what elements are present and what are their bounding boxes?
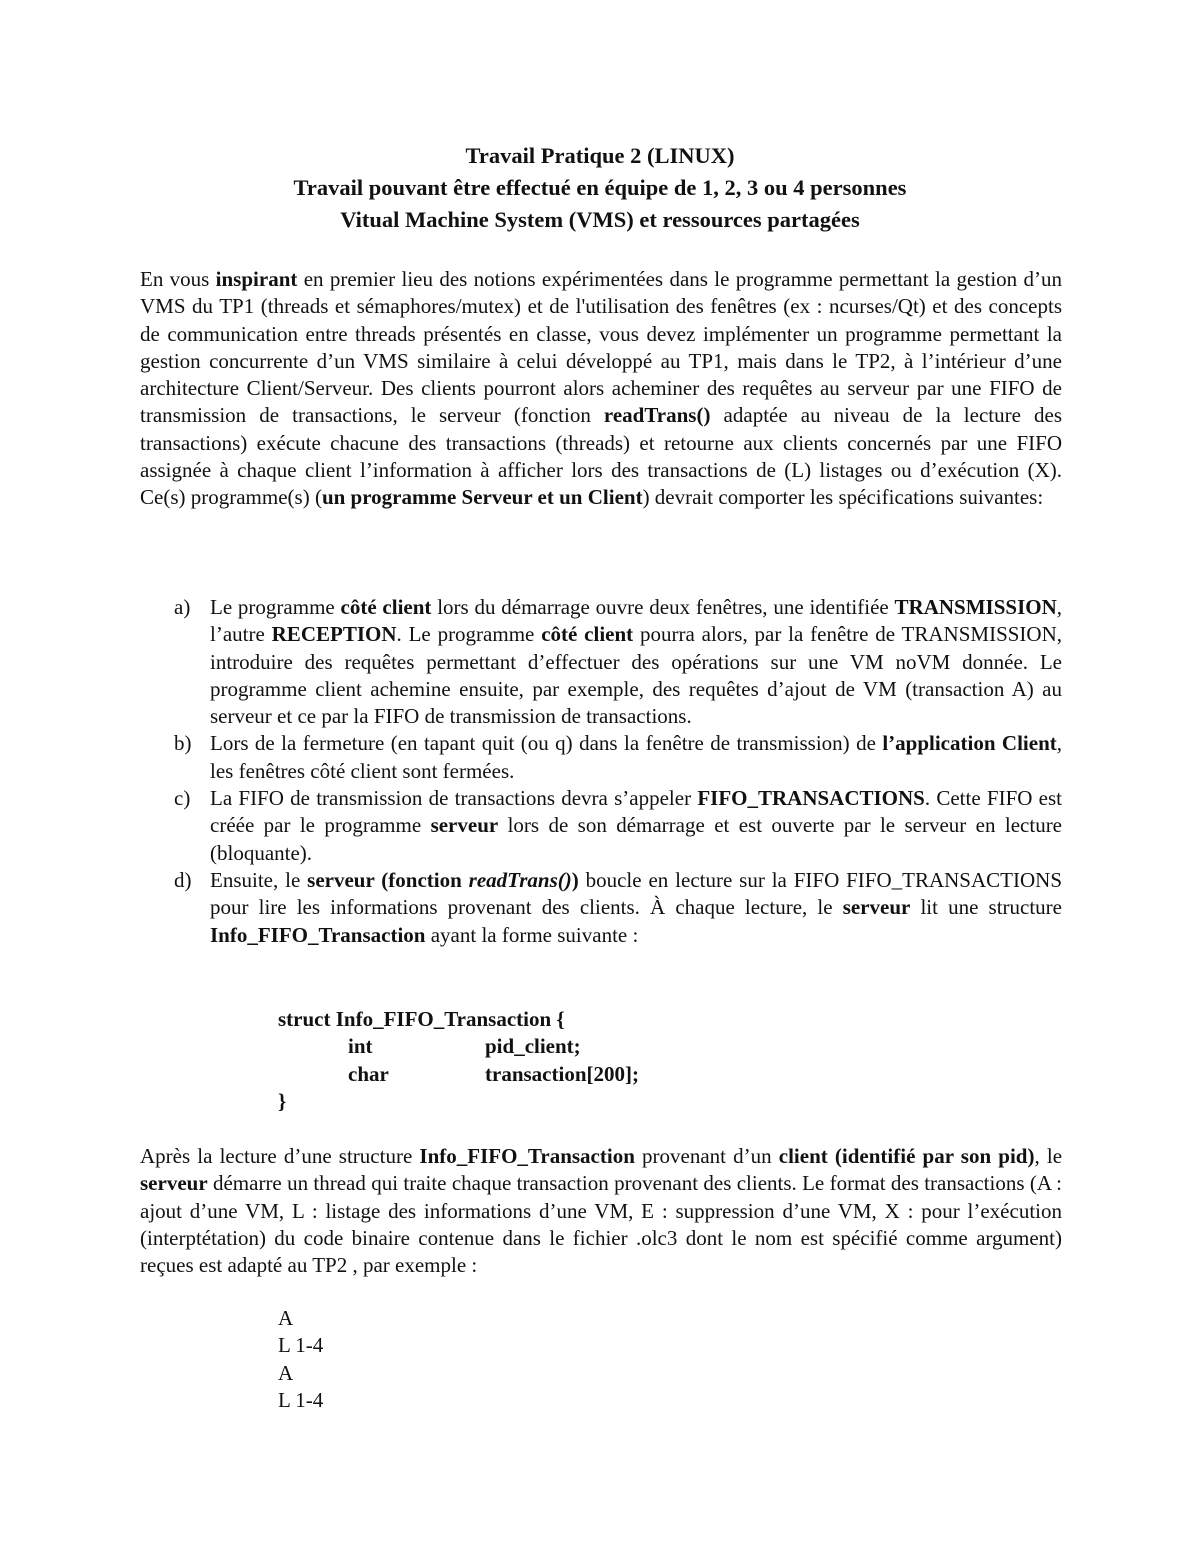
list-item	[140, 785, 1062, 867]
code-field: pid_client;	[485, 1034, 581, 1059]
intro-text: En vous	[140, 267, 216, 291]
document-subtitle-team: Travail pouvant être effectué en équipe de 1, 2, 3 ou 4 personnes	[293, 175, 907, 200]
list-marker: a)	[174, 595, 191, 619]
intro-text: ) devrait comporter les spécifications suivantes:	[642, 485, 1044, 510]
intro-bold-programs: un programme Serveur et un Client	[321, 485, 643, 510]
code-type: int	[348, 1034, 373, 1059]
list-item	[140, 594, 1062, 730]
example-transaction: A	[278, 1306, 294, 1330]
code-line: }	[278, 1088, 287, 1113]
example-transaction: L 1-4	[278, 1387, 324, 1412]
code-line: struct Info_FIFO_Transaction {	[278, 1007, 565, 1031]
list-item-text: Lors de la fermeture (en tapant quit (ou q) dans la fenêtre de transmission) de l’application Client, les fenêtres côté client sont fermées.	[210, 731, 1062, 783]
list-marker: b)	[174, 731, 192, 756]
intro-paragraph	[140, 266, 1062, 512]
code-type: char	[348, 1061, 389, 1086]
list-item-text: Le programme côté client lors du démarrage ouvre deux fenêtres, une identifiée TRANSMISSION, l’autre RECEPTION. Le programme côté client pourra alors, par la fenêtre de TRANSMISSION, introduire des requêtes permettant d’effectuer des opérations sur une VM noVM donnée. Le programme client achemine ensuite, par exemple, des requêtes d’ajout de VM (transaction A) au serveur et ce par la FIFO de transmission de transactions.	[210, 595, 1063, 729]
code-field: transaction[200];	[485, 1061, 639, 1086]
struct-code-block	[278, 1006, 639, 1115]
document-title: Travail Pratique 2 (LINUX)	[465, 143, 735, 168]
list-marker: d)	[174, 867, 192, 892]
example-transaction: L 1-4	[278, 1333, 324, 1358]
code-line	[278, 1033, 639, 1060]
example-transaction: A	[278, 1360, 294, 1385]
title-block	[0, 140, 1200, 236]
list-item-text: Ensuite, le serveur (fonction readTrans()) boucle en lecture sur la FIFO FIFO_TRANSACTIONS pour lire les informations provenant des clients. À chaque lecture, le serveur lit une structure Info_FIFO_Transaction ayant la forme suivante :	[210, 867, 1062, 947]
list-item	[140, 730, 1062, 785]
intro-bold-inspirant: inspirant	[215, 267, 298, 291]
list-item	[140, 867, 1062, 949]
after-struct-paragraph: Après la lecture d’une structure Info_FIFO_Transaction provenant d’un client (identifié par son pid), le serveur démarre un thread qui traite chaque transaction provenant des clients. Le format des transactions (A : ajout d’une VM, L : listage des informations d’une VM, E : suppression d’une VM, X : pour l’exécution (interptétation) du code binaire contenue dans le fichier .olc3 dont le nom est spécifié comme argument) reçues est adapté au TP2 , par exemple :	[140, 1144, 1063, 1278]
intro-text: en premier lieu des notions expérimentées dans le programme permettant la gestion d’un VMS du TP1 (threads et sémaphores/mutex) et de l'utilisation des fenêtres (ex : ncurses/Qt) et des concepts de communication entre threads présentés en classe, vous devez implémenter un programme permettant la gestion concurrente d’un VMS similaire à celui développé au TP1, mais dans le TP2, à l’intérieur d’une architecture Client/Serveur. Des clients pourront alors acheminer des requêtes au serveur par une FIFO de transmission de transactions, le serveur (fonction	[140, 267, 1062, 428]
code-line	[278, 1061, 639, 1088]
intro-text: adaptée au niveau de la lecture des transactions) exécute chacune des transactions (threads) et retourne aux clients concernés par une FIFO assignée à chaque client l’information à afficher lors des transactions de (L) listages ou d’exécution (X). Ce(s) programme(s) (	[140, 403, 1062, 510]
list-marker: c)	[174, 786, 191, 811]
specification-list	[140, 594, 1062, 949]
intro-bold-readtrans: readTrans()	[603, 403, 711, 428]
document-subtitle-topic: Vitual Machine System (VMS) et ressources partagées	[340, 207, 860, 232]
transaction-examples	[278, 1305, 323, 1414]
list-item-text: La FIFO de transmission de transactions devra s’appeler FIFO_TRANSACTIONS. Cette FIFO est créée par le programme serveur lors de son démarrage et est ouverte par le serveur en lecture (bloquante).	[210, 786, 1063, 865]
